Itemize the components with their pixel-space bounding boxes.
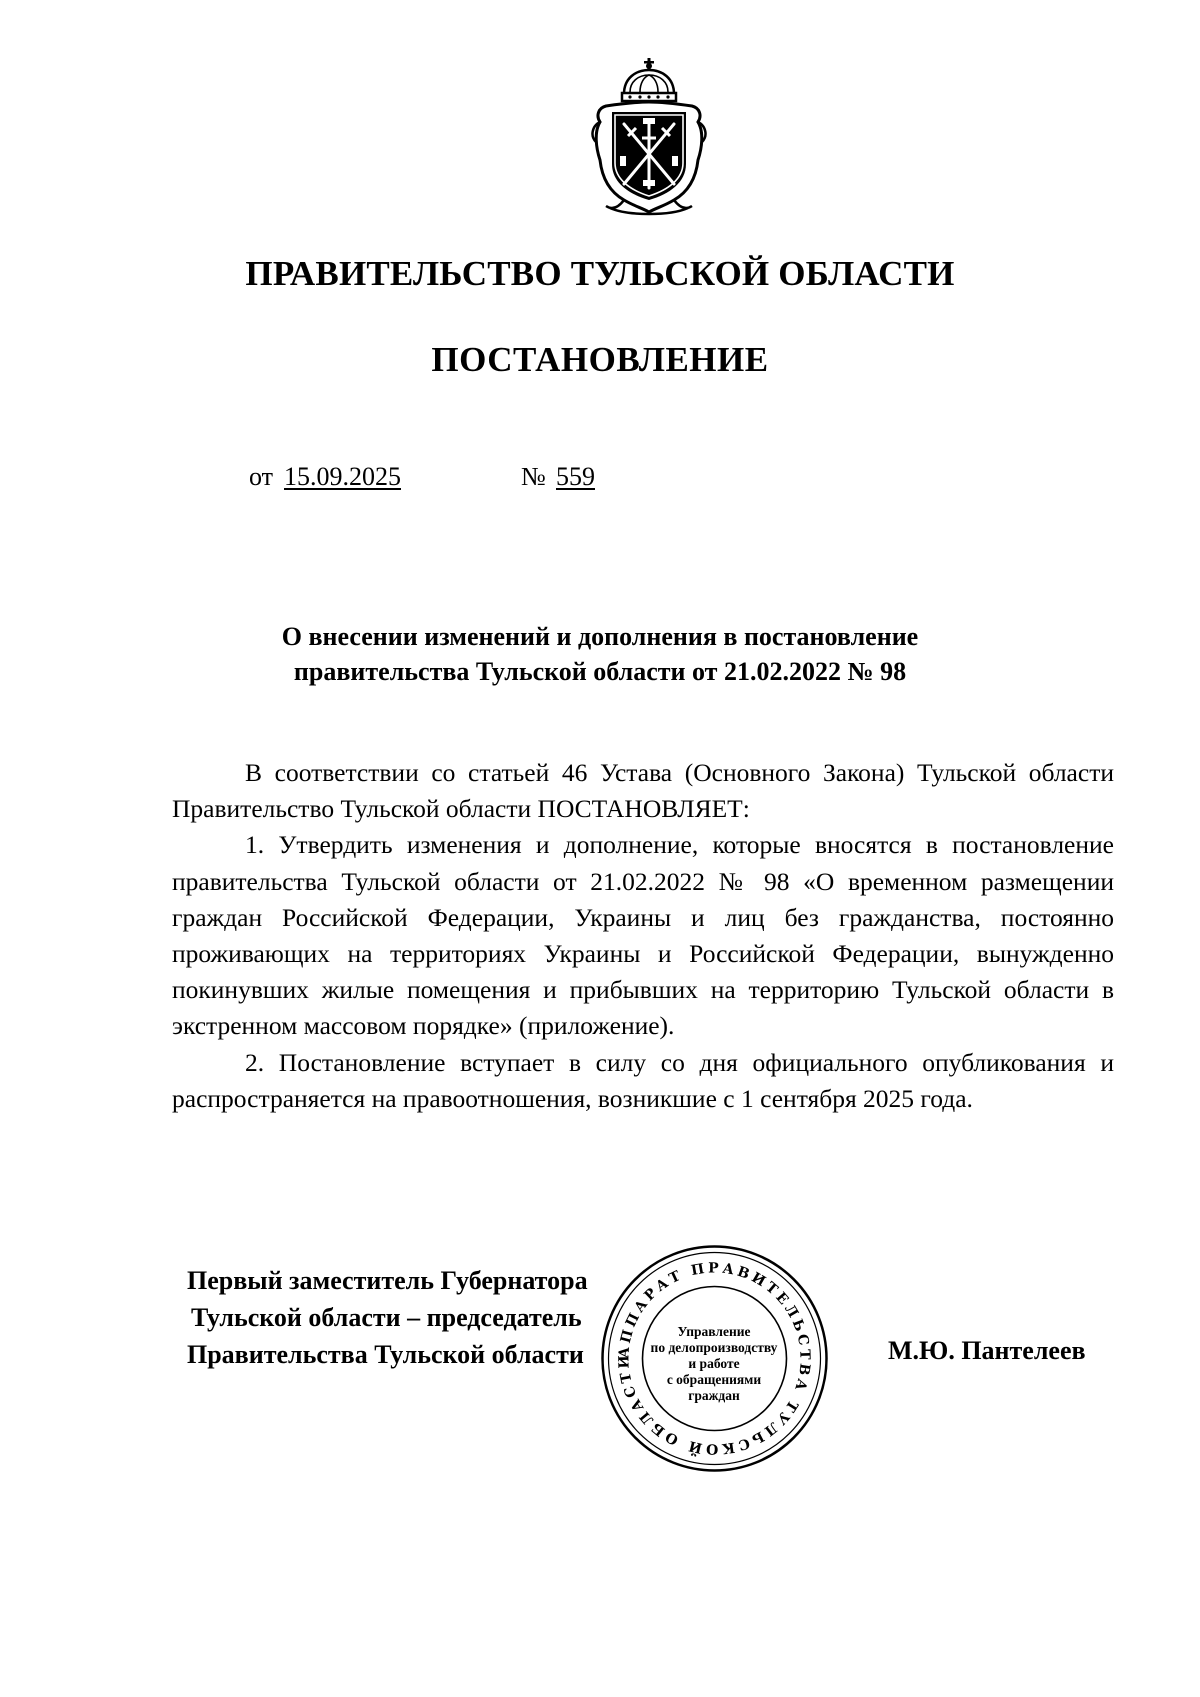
subject-line: О внесении изменений и дополнения в постановление — [281, 622, 919, 651]
signatory-name: М.Ю. Пантелеев — [888, 1336, 1086, 1365]
position-line: Правительства Тульской области — [187, 1340, 584, 1369]
position-line: Первый заместитель Губернатора — [187, 1266, 588, 1295]
document-subject — [240, 619, 960, 689]
government-title: ПРАВИТЕЛЬСТВО ТУЛЬСКОЙ ОБЛАСТИ — [245, 254, 955, 293]
signatory-position — [187, 1262, 588, 1373]
document-body — [172, 755, 1114, 1117]
document-number: 559 — [556, 462, 595, 491]
document-date: 15.09.2025 — [284, 462, 401, 491]
stamp-ring-text: АППАРАТ ПРАВИТЕЛЬСТВА ТУЛЬСКОЙ ОБЛАСТИ — [616, 1260, 813, 1457]
stamp-line: граждан — [688, 1388, 740, 1403]
coat-of-arms-icon — [588, 56, 710, 216]
stamp-line: по делопроизводству — [650, 1340, 778, 1355]
body-paragraph: В соответствии со статьей 46 Устава (Основного Закона) Тульской области Правительство Тульской области ПОСТАНОВЛЯЕТ: — [172, 758, 1114, 824]
position-line: Тульской области – председатель — [191, 1303, 582, 1332]
stamp-line: с обращениями — [666, 1372, 762, 1387]
date-prefix: от — [249, 462, 274, 491]
document-type: ПОСТАНОВЛЕНИЕ — [431, 340, 769, 379]
stamp-line: Управление — [677, 1324, 751, 1339]
body-paragraph: 2. Постановление вступает в силу со дня официального опубликования и распространяется на правоотношения, возникшие с 1 сентября 2025 года. — [172, 1047, 1114, 1113]
body-paragraph: 1. Утвердить изменения и дополнение, которые вносятся в постановление правительства Тульской области от 21.02.2022 № 98 «О временном размещении граждан Российской Федерации, Украины и лиц без гражданства, постоянно проживающих на территориях Украины и Российской Федерации, вынужденно покинувших жилые помещения и прибывших на территорию Тульской области в экстренном массовом порядке» (приложение). — [172, 830, 1114, 1041]
stamp-inner-text — [636, 1324, 792, 1404]
stamp-line: и работе — [688, 1356, 740, 1371]
number-prefix: № — [521, 462, 546, 491]
subject-line: правительства Тульской области от 21.02.2022 № 98 — [293, 657, 907, 686]
